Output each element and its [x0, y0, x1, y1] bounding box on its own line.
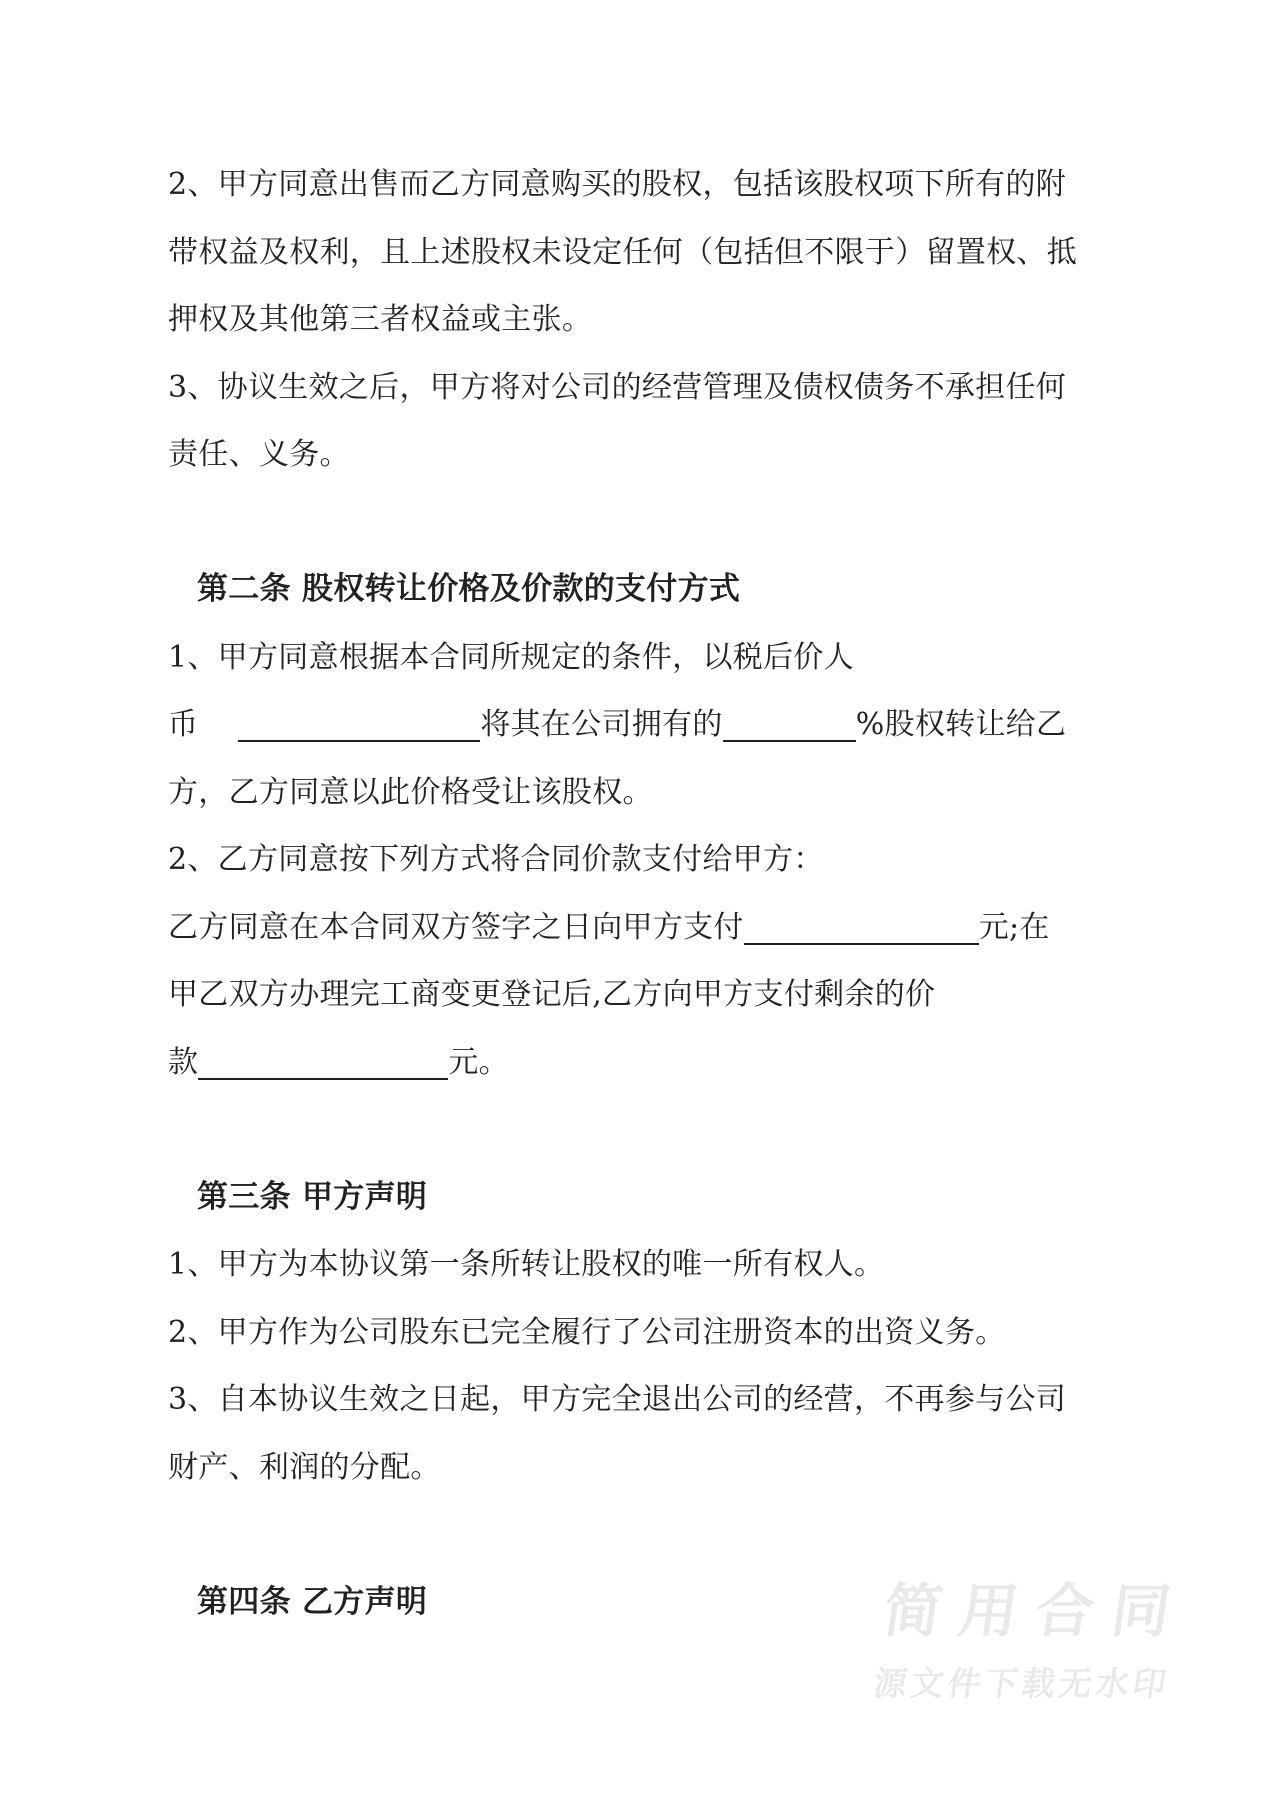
- text-run: 第三条 甲方声明: [197, 1178, 428, 1215]
- contract-line: [168, 151, 1083, 219]
- contract-line: [168, 691, 1083, 759]
- section-heading: [168, 556, 1083, 624]
- contract-line: [168, 894, 1083, 962]
- contract-line: [168, 1299, 1083, 1367]
- contract-line: [168, 624, 1083, 692]
- contract-line: [168, 1434, 1083, 1502]
- text-run: 2、乙方同意按下列方式将合同价款支付给甲方：: [168, 842, 824, 877]
- blank-underline-field: [744, 907, 979, 945]
- text-run: %股权转让给乙: [855, 707, 1067, 742]
- blank-underline-field: [723, 704, 856, 742]
- blank-underline-field: [238, 704, 480, 742]
- text-run: 1、甲方为本协议第一条所转让股权的唯一所有权人。: [168, 1247, 885, 1282]
- contract-line: [168, 759, 1083, 827]
- contract-line: [168, 1029, 1083, 1097]
- text-run: 乙方同意在本合同双方签字之日向甲方支付: [168, 909, 744, 945]
- text-run: 2、甲方同意出售而乙方同意购买的股权，包括该股权项下所有的附: [168, 167, 1067, 202]
- text-run: 财产、利润的分配。: [168, 1449, 441, 1485]
- document-body: [168, 0, 1083, 1636]
- text-run: 责任、义务。: [168, 437, 350, 472]
- text-run: 2、甲方作为公司股东已完全履行了公司注册资本的出资义务。: [168, 1314, 1006, 1350]
- text-run: 带权益及权利，且上述股权未设定任何（包括但不限于）留置权、抵: [168, 234, 1077, 270]
- text-run: 甲乙双方办理完工商变更登记后,乙方向甲方支付剩余的价: [168, 977, 936, 1012]
- text-run: 币: [168, 707, 199, 742]
- watermark: [871, 1578, 1218, 1702]
- watermark-title: 简用合同: [879, 1577, 1193, 1645]
- contract-line: [168, 961, 1083, 1029]
- text-run: 1、甲方同意根据本合同所规定的条件，以税后价人: [168, 639, 854, 675]
- text-run: 第四条 乙方声明: [197, 1583, 428, 1620]
- blank-underline-field: [198, 1042, 448, 1080]
- text-run: 押权及其他第三者权益或主张。: [168, 302, 593, 337]
- contract-line: [168, 826, 1083, 894]
- text-run: 元。: [448, 1044, 509, 1080]
- contract-line: [168, 354, 1083, 422]
- watermark-subtitle: 源文件下载无水印: [871, 1664, 1173, 1703]
- contract-line: [168, 421, 1083, 489]
- contract-line: [168, 1231, 1083, 1299]
- text-run: 将其在公司拥有的: [480, 707, 723, 742]
- contract-line: [168, 219, 1083, 287]
- text-run: 3、协议生效之后，甲方将对公司的经营管理及债权债务不承担任何: [168, 369, 1067, 405]
- contract-line: [168, 1366, 1083, 1434]
- text-run: 3、自本协议生效之日起，甲方完全退出公司的经营，不再参与公司: [168, 1382, 1067, 1417]
- text-run: 元;在: [978, 909, 1050, 945]
- section-heading: [168, 1164, 1083, 1232]
- text-run: 款: [168, 1044, 199, 1080]
- text-run: 方，乙方同意以此价格受让该股权。: [168, 774, 653, 810]
- contract-line: [168, 286, 1083, 354]
- text-run: 第二条 股权转让价格及价款的支付方式: [197, 571, 741, 607]
